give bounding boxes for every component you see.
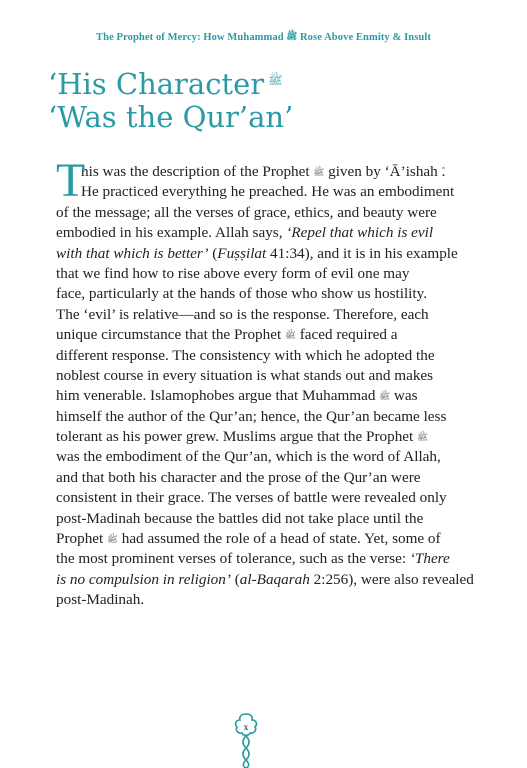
chapter-title-text-1: ‘His Character (48, 67, 265, 101)
running-head-subtitle: Rose Above Enmity & Insult (300, 32, 431, 43)
honorific-glyph: ﷺ (107, 534, 118, 545)
honorific-glyph: ﷺ (313, 167, 325, 177)
quran-quote: with that which is better’ (56, 244, 209, 262)
folio-ornament-icon (231, 712, 261, 768)
text-line: his was the description of the Prophet ﷺ given by ‘Ā’ishah . (56, 162, 476, 182)
text-line: that we find how to rise above every form of evil one may (56, 264, 410, 282)
text-line: is no compulsion in religion’ (al-Baqarah 2:256), were also revealed (56, 570, 474, 588)
text-line: He practiced everything he preached. He was an embodiment (81, 183, 455, 201)
text-line: of the message; all the verses of grace, ethics, and beauty were (56, 203, 437, 221)
text-line: face, particularly at the hands of those who show us hostility. (56, 285, 428, 303)
text-line: and that both his character and the prose of the Qur’an were (56, 468, 421, 486)
text-line: unique circumstance that the Prophet ﷺ faced required a (56, 325, 476, 345)
text-line: embodied in his example. Allah says, ‘Repel that which is evil (56, 224, 434, 242)
honorific-glyph: ﷺ (286, 31, 298, 41)
chapter-title (48, 64, 488, 134)
text-line: himself the author of the Qur’an; hence, the Qur’an became less (56, 407, 447, 425)
text-line: with that which is better’ (Fuṣṣilat 41:34), and it is in his example (56, 244, 458, 262)
honorific-glyph: ﷺ (379, 391, 391, 402)
text-line: him venerable. Islamophobes argue that Muhammad ﷺ was (56, 386, 476, 406)
text-line: was the embodiment of the Qur’an, which is the word of Allah, (56, 448, 441, 466)
text-line: Prophet ﷺ had assumed the role of a head of state. Yet, some of (56, 529, 476, 549)
quran-quote: is no compulsion in religion’ (56, 570, 231, 588)
honorific-glyph: ﷺ (285, 330, 296, 341)
chapter-title-line-2: ‘Was the Qur’an’ (48, 100, 294, 134)
honorific-glyph: ﷺ (417, 432, 428, 443)
text-line: different response. The consistency with which he adopted the (56, 346, 435, 364)
text-line: noblest course in every situation is what stands out and makes (56, 366, 434, 384)
page-number: x (243, 722, 249, 732)
text-line: The ‘evil’ is relative—and so is the response. Therefore, each (56, 305, 429, 323)
quran-quote: ‘There (409, 550, 450, 568)
body-paragraph (56, 154, 476, 611)
surah-name: Fuṣṣilat (217, 244, 267, 262)
chapter-title-line-1 (48, 64, 488, 101)
text-line: consistent in their grace. The verses of battle were revealed only (56, 489, 447, 507)
running-head-title: The Prophet of Mercy: How Muhammad (96, 32, 284, 43)
honorific-glyph: ﷺ (268, 73, 283, 87)
text-line: post-Madinah because the battles did not take place until the (56, 509, 424, 527)
text-line: the most prominent verses of tolerance, such as the verse: ‘There (56, 550, 450, 568)
text-line: tolerant as his power grew. Muslims argue that the Prophet ﷺ (56, 427, 476, 447)
surah-name: al-Baqarah (239, 570, 310, 588)
text-line: post-Madinah. (56, 591, 145, 609)
drop-cap: T (56, 154, 86, 207)
running-head (0, 30, 527, 44)
quran-quote: ‘Repel that which is evil (286, 224, 434, 242)
